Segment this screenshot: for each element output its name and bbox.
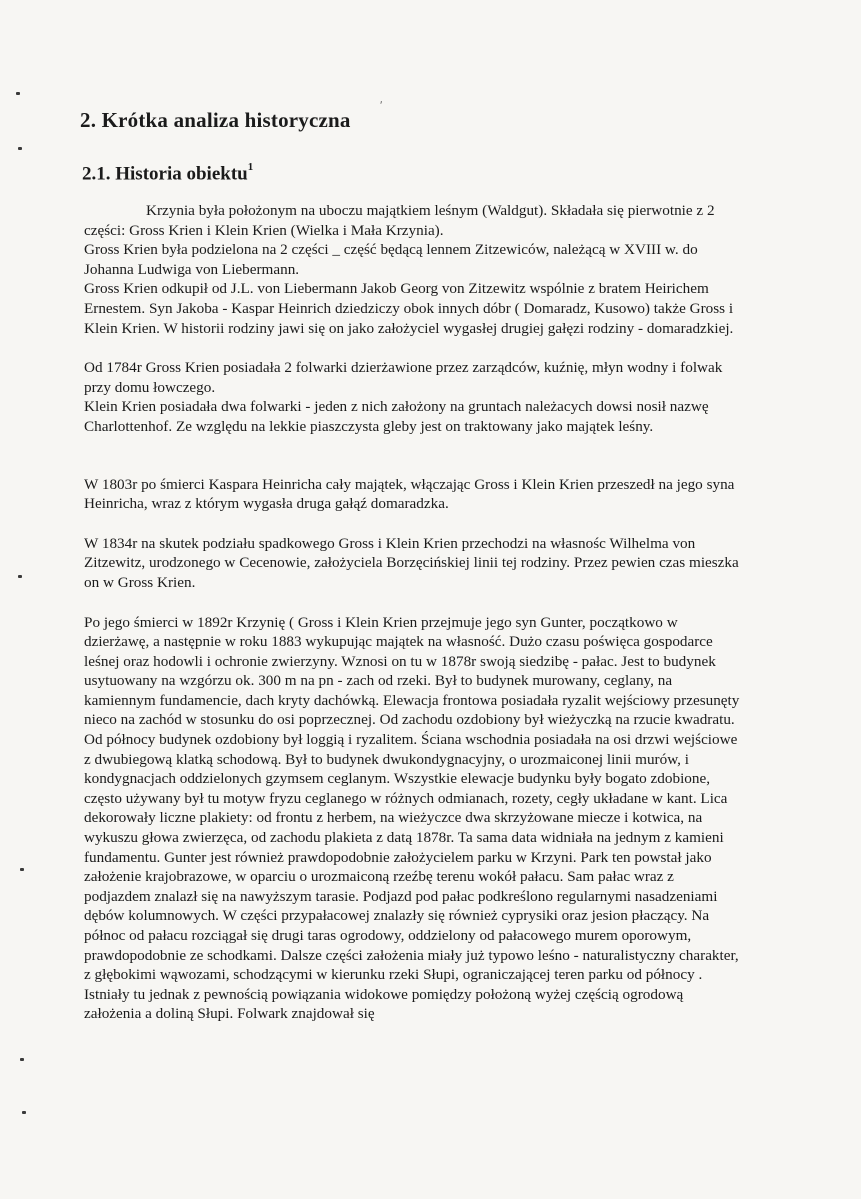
scan-mark xyxy=(22,1111,26,1114)
paragraph: W 1834r na skutek podziału spadkowego Gross i Klein Krien przechodzi na własnośc Wilhelma von Zitzewitz, urodzonego w Cecenowie, założyciela Borzęcińskiej linii tej rodziny. Przez pewien czas mieszka on w Gross Krien. xyxy=(84,534,739,591)
scan-speck: ʹ xyxy=(380,98,383,112)
scan-mark xyxy=(20,868,24,871)
scan-mark xyxy=(20,1058,24,1061)
subsection-title: 2.1. Historia obiektu xyxy=(82,163,248,185)
scan-mark xyxy=(18,575,22,578)
subsection-heading xyxy=(82,163,253,185)
scan-mark xyxy=(16,92,20,95)
footnote-marker: 1 xyxy=(247,161,254,173)
paragraph: Gross Krien odkupił od J.L. von Liebermann Jakob Georg von Zitzewitz wspólnie z bratem Heirichem Ernestem. Syn Jakoba - Kaspar Heinrich dziedziczy obok innych dóbr ( Domaradz, Kusowo) także Gross i Klein Krien. W historii rodziny jawi się on jako założyciel wygasłej drugiej gałęzi rodziny - domaradzkiej. xyxy=(84,280,734,337)
paragraph: Gross Krien była podzielona na 2 części _ część będącą lennem Zitzewiców, należącą w XVIII w. do Johanna Ludwiga von Liebermann. xyxy=(84,241,698,278)
scan-mark xyxy=(18,147,22,150)
paragraph: Klein Krien posiadała dwa folwarki - jeden z nich założony na gruntach należacych dowsi nosił nazwę Charlottenhof. Ze względu na lekkie piaszczysta gleby jest on traktowany jako majątek leśny. xyxy=(84,398,709,435)
paragraph: Po jego śmierci w 1892r Krzynię ( Gross i Klein Krien przejmuje jego syn Gunter, początkowo w dzierżawę, a następnie w roku 1883 wykupując majątek na własność. Dużo czasu poświęca gospodarce leśnej oraz hodowli i ochronie zwierzyny. Wznosi on tu w 1878r swoją siedzibę - pałac. Jest to budynek usytuowany na wzgórzu ok. 300 m na pn - zach od rzeki. Był to budynek murowany, ceglany, na kamiennym fundamencie, dach kryty dachówką. Elewacja frontowa posiadała ryzalit wejściowy przesunęty nieco na zachód w stosunku do osi poprzecznej. Od zachodu ozdobiony był wieżyczką na rzucie kwadratu. Od północy budynek ozdobiony był loggią i ryzalitem. Ściana wschodnia posiadała na osi drzwi wejściowe z dwubiegową klatką schodową. Był to budynek dwukondygnacyjny, o urozmaiconej linii murów, i kondygnacjach oddzielonych gzymsem ceglanym. Wszystkie elewacje budynku były bogato zdobione, często używany był tu motyw fryzu ceglanego w różnych odmianach, rozety, cegły układane w kant. Lica dekorowały liczne plakiety: od frontu z herbem, na wieżyczce dwa skrzyżowane miecze i kotwica, na wykuszu głowa zwierzęca, od zachodu plakieta z datą 1878r. Ta sama data widniała na jednym z kamieni fundamentu. Gunter jest również prawdopodobnie założycielem parku w Krzyni. Park ten powstał jako założenie krajobrazowe, w oparciu o urozmaiconą rzeźbę terenu wokół pałacu. Sam pałac wraz z podjazdem znalazł się na nawyższym tarasie. Podjazd pod pałac podkreślono regularnymi nasadzeniami dębów kolumnowych. W części przypałacowej znalazły się również cyprysiki oraz jesion płaczący. Na północ od pałacu rozciągał się drugi taras ogrodowy, oddzielony od pałacowego murem oporowym, prawdopodobnie ze schodkami. Dalsze części założenia miały już typowo leśno - naturalistyczny charakter, z głębokimi wąwozami, schodzącymi w kierunku rzeki Słupi, ograniczającej teren parku od północy . Istniały tu jednak z pewnością powiązania widokowe pomiędzy położoną wyżej częścią ogrodową założenia a doliną Słupi. Folwark znajdował się xyxy=(84,613,740,1023)
paragraph: Od 1784r Gross Krien posiadała 2 folwarki dzierżawione przez zarządców, kuźnię, młyn wodny i folwak przy domu łowczego. xyxy=(84,359,723,396)
paragraph: W 1803r po śmierci Kaspara Heinricha cały majątek, włączając Gross i Klein Krien przeszedł na jego syna Heinricha, wraz z którym wygasła druga gałąź domaradzka. xyxy=(84,475,735,513)
document-body xyxy=(84,201,744,1024)
paragraph: Krzynia była położonym na uboczu majątkiem leśnym (Waldgut). Składała się pierwotnie z 2 części: Gross Krien i Klein Krien (Wielka i Mała Krzynia). xyxy=(84,202,715,239)
section-heading: 2. Krótka analiza historyczna xyxy=(80,108,351,132)
